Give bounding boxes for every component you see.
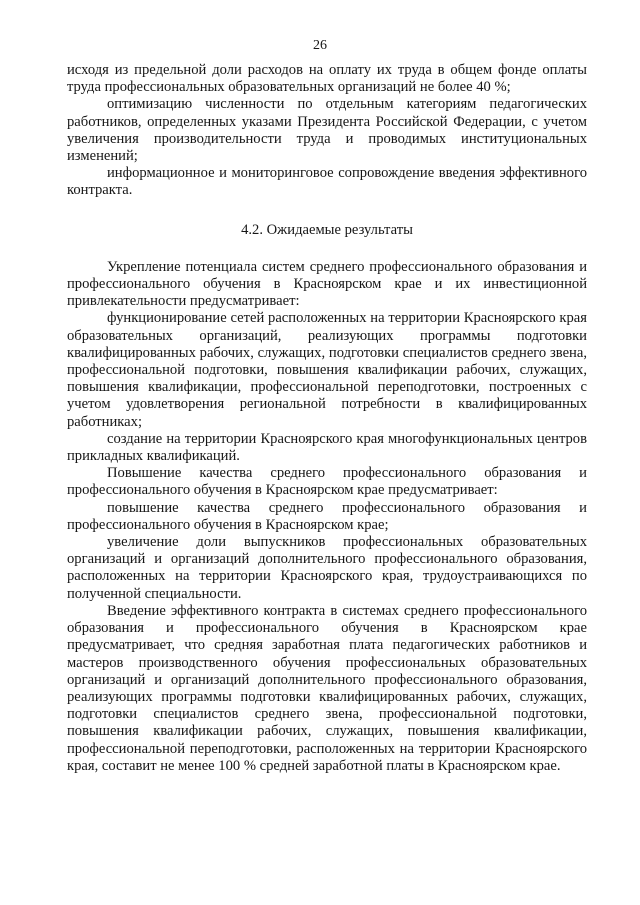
page-number: 26 [313,38,327,53]
paragraph-top-2: оптимизацию численности по отдельным категориям педагогических работников, определенных указами Президента Российской Федерации, с учетом увеличения производительности труда и проводимых институциональных изменений; [67,96,587,165]
paragraph-main-2: функционирование сетей расположенных на территории Красноярского края образовательных организаций, реализующих программы подготовки квалифицированных рабочих, служащих, подготовки специалистов среднего звена, профессиональной подготовки, повышения квалификации рабочих, служащих, повышения квалификации, профессиональной переподготовки, построенных с учетом удовлетворения региональной потребности в квалифицированных работниках; [67,310,587,430]
paragraph-main-1: Укрепление потенциала систем среднего профессионального образования и профессионального обучения в Красноярском крае и их инвестиционной привлекательности предусматривает: [67,258,587,310]
paragraph-main-4: Повышение качества среднего профессионального образования и профессионального обучения в Красноярском крае предусматривает: [67,465,587,499]
page-content [67,62,587,775]
paragraph-main-6: увеличение доли выпускников профессиональных образовательных организаций и организаций дополнительного профессионального образования, расположенных на территории Красноярского края, трудоустраивающихся по полученной специальности. [67,534,587,602]
section-heading: 4.2. Ожидаемые результаты [241,221,413,238]
paragraph-main-5: повышение качества среднего профессионального образования и профессионального обучения в Красноярском крае; [67,499,587,533]
paragraph-top-1: исходя из предельной доли расходов на оплату их труда в общем фонде оплаты труда профессиональных образовательных организаций не более 40 %; [67,62,587,96]
paragraph-top-3: информационное и мониторинговое сопровождение введения эффективного контракта. [67,165,587,199]
paragraph-main-3: создание на территории Красноярского края многофункциональных центров прикладных квалификаций. [67,430,587,465]
paragraph-main-7: Введение эффективного контракта в системах среднего профессионального образования и профессионального обучения в Красноярском крае предусматривает, что средняя заработная плата педагогических работников и мастеров производственного обучения профессиональных образовательных организаций и организаций дополнительного профессионального образования, реализующих программы подготовки квалифицированных рабочих, служащих, подготовки специалистов среднего звена, профессиональной подготовки, повышения квалификации рабочих, служащих, повышения квалификации, профессиональной переподготовки, расположенных на территории Красноярского края, составит не менее 100 % средней заработной платы в Красноярском крае. [67,602,587,774]
